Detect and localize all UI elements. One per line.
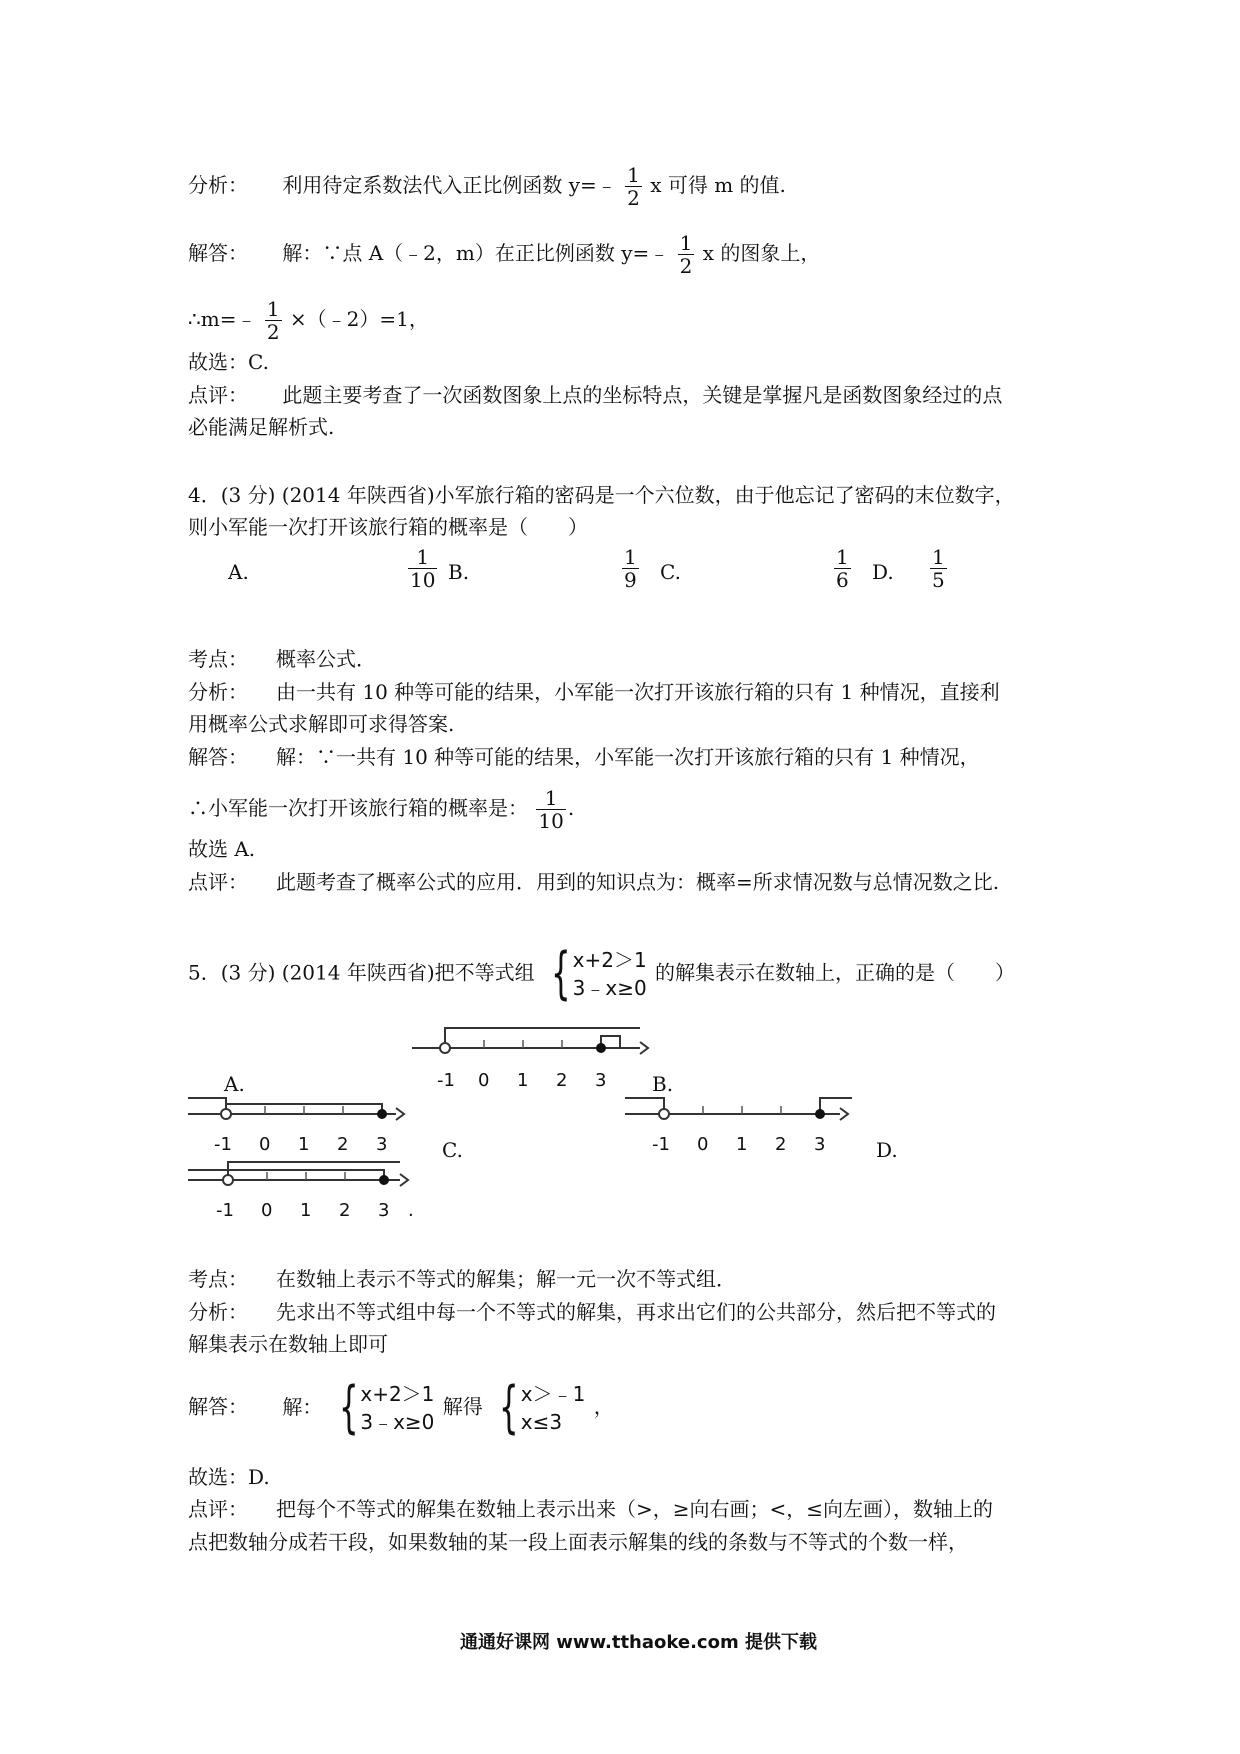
tick-label: 3 xyxy=(378,1200,390,1221)
q4-result: ∴小军能一次打开该旅行箱的概率是： $\frac{1}{10}$ . xyxy=(188,786,575,833)
fraction-half: $\frac{1}{2}$ xyxy=(679,231,693,278)
tick-label: 1 xyxy=(300,1200,312,1221)
solution-system: { x＞﹣1 x≤3 xyxy=(499,1375,586,1440)
tick-label: -1 xyxy=(437,1070,455,1091)
q5-comment-cont: 点把数轴分成若干段，如果数轴的某一段上面表示解集的线的条数与不等式的个数一样， xyxy=(188,1530,968,1554)
tick-label: -1 xyxy=(652,1134,670,1155)
q4-option-c-label: C. xyxy=(660,560,681,584)
q4-stem-line1: 4．(3 分) (2014 年陕西省)小军旅行箱的密码是一个六位数，由于他忘记了密码的末位数字， xyxy=(188,483,1015,507)
number-line-d xyxy=(188,1162,414,1221)
trailing-period: . xyxy=(408,1200,414,1221)
q4-option-c-value: $\frac{1}{6}$ xyxy=(836,545,849,592)
q4-option-b-value: $\frac{1}{9}$ xyxy=(624,545,637,592)
q3-answer: 解答： 解：∵点 A（﹣2，m）在正比例函数 y=﹣ $\frac{1}{2}$ x 的图象上， xyxy=(188,231,821,278)
q3-calc: ∴m=﹣ $\frac{1}{2}$ ×（﹣2）=1， xyxy=(188,297,429,344)
q4-analysis: 分析： 由一共有 10 种等可能的结果，小军能一次打开该旅行箱的只有 1 种情况，直接利 xyxy=(188,680,1000,704)
q4-comment: 点评： 此题考查了概率公式的应用．用到的知识点为：概率=所求情况数与总情况数之比. xyxy=(188,870,1000,894)
q5-option-a-label: A. xyxy=(224,1072,245,1096)
q5-comment: 点评： 把每个不等式的解集在数轴上表示出来（>，≥向右画；<，≤向左画），数轴上的 xyxy=(188,1497,994,1521)
q4-option-a-label: A. xyxy=(228,560,249,584)
q5-kaodian: 考点： 在数轴上表示不等式的解集；解一元一次不等式组． xyxy=(188,1267,736,1291)
tick-label: 2 xyxy=(337,1134,349,1155)
q4-option-b-label: B. xyxy=(448,560,470,584)
q5-stem: 5．(3 分) (2014 年陕西省)把不等式组 { x+2＞1 3﹣x≥0 的解集表示在数轴上，正确的是（ ） xyxy=(188,941,1016,1006)
tick-label: 1 xyxy=(736,1134,748,1155)
tick-label: -1 xyxy=(214,1134,232,1155)
q4-stem-line2: 则小军能一次打开该旅行箱的概率是（ ） xyxy=(188,515,588,539)
q5-analysis: 分析： 先求出不等式组中每一个不等式的解集，再求出它们的公共部分，然后把不等式的 xyxy=(188,1300,996,1324)
tick-label: 0 xyxy=(261,1200,273,1221)
tick-label: 1 xyxy=(298,1134,310,1155)
q4-option-a-value: $\frac{1}{10}$ xyxy=(410,545,436,592)
tick-label: -1 xyxy=(216,1200,234,1221)
q4-analysis-cont: 用概率公式求解即可求得答案. xyxy=(188,712,455,736)
q3-choose: 故选：C. xyxy=(188,350,269,374)
q5-analysis-cont: 解集表示在数轴上即可 xyxy=(188,1332,388,1356)
tick-label: 0 xyxy=(259,1134,271,1155)
tick-label: 1 xyxy=(517,1070,529,1091)
q5-option-c-label: C. xyxy=(442,1138,463,1162)
q4-option-d-value: $\frac{1}{5}$ xyxy=(932,545,945,592)
tick-label: 3 xyxy=(595,1070,607,1091)
q5-option-d-label: D. xyxy=(876,1138,898,1162)
fraction-half: $\frac{1}{2}$ xyxy=(266,297,280,344)
tick-label: 2 xyxy=(339,1200,351,1221)
q5-choose: 故选：D. xyxy=(188,1465,270,1489)
number-line-c xyxy=(625,1098,852,1155)
footer: 通通好课网 www.tthaoke.com 提供下载 xyxy=(460,1632,817,1653)
q5-answer: 解答： 解： { x+2＞1 3﹣x≥0 解得 { x＞﹣1 x≤3 ， xyxy=(188,1375,614,1440)
q4-kaodian: 考点： 概率公式． xyxy=(188,647,376,671)
inequality-system: { x+2＞1 3﹣x≥0 xyxy=(551,941,647,1006)
tick-label: 3 xyxy=(814,1134,826,1155)
q3-analysis: 分析： 利用待定系数法代入正比例函数 y=﹣ $\frac{1}{2}$ x 可得 m 的值. xyxy=(188,163,786,210)
q3-comment-cont: 必能满足解析式. xyxy=(188,415,335,439)
inequality-system: { x+2＞1 3﹣x≥0 xyxy=(338,1375,435,1440)
q4-choose: 故选 A. xyxy=(188,837,256,861)
q3-comment: 点评： 此题主要考查了一次函数图象上点的坐标特点，关键是掌握凡是函数图象经过的点 xyxy=(188,383,1003,407)
q5-option-b-label: B. xyxy=(652,1072,674,1096)
q4-option-d-label: D. xyxy=(872,560,894,584)
number-line-a xyxy=(412,1028,648,1091)
tick-label: 2 xyxy=(556,1070,568,1091)
fraction-half: $\frac{1}{2}$ xyxy=(627,163,640,210)
tick-label: 0 xyxy=(478,1070,490,1091)
number-line-b xyxy=(188,1098,404,1155)
q4-answer: 解答： 解：∵一共有 10 种等可能的结果，小军能一次打开该旅行箱的只有 1 种情况， xyxy=(188,745,980,769)
tick-label: 2 xyxy=(775,1134,787,1155)
tick-label: 0 xyxy=(697,1134,709,1155)
tick-label: 3 xyxy=(376,1134,388,1155)
